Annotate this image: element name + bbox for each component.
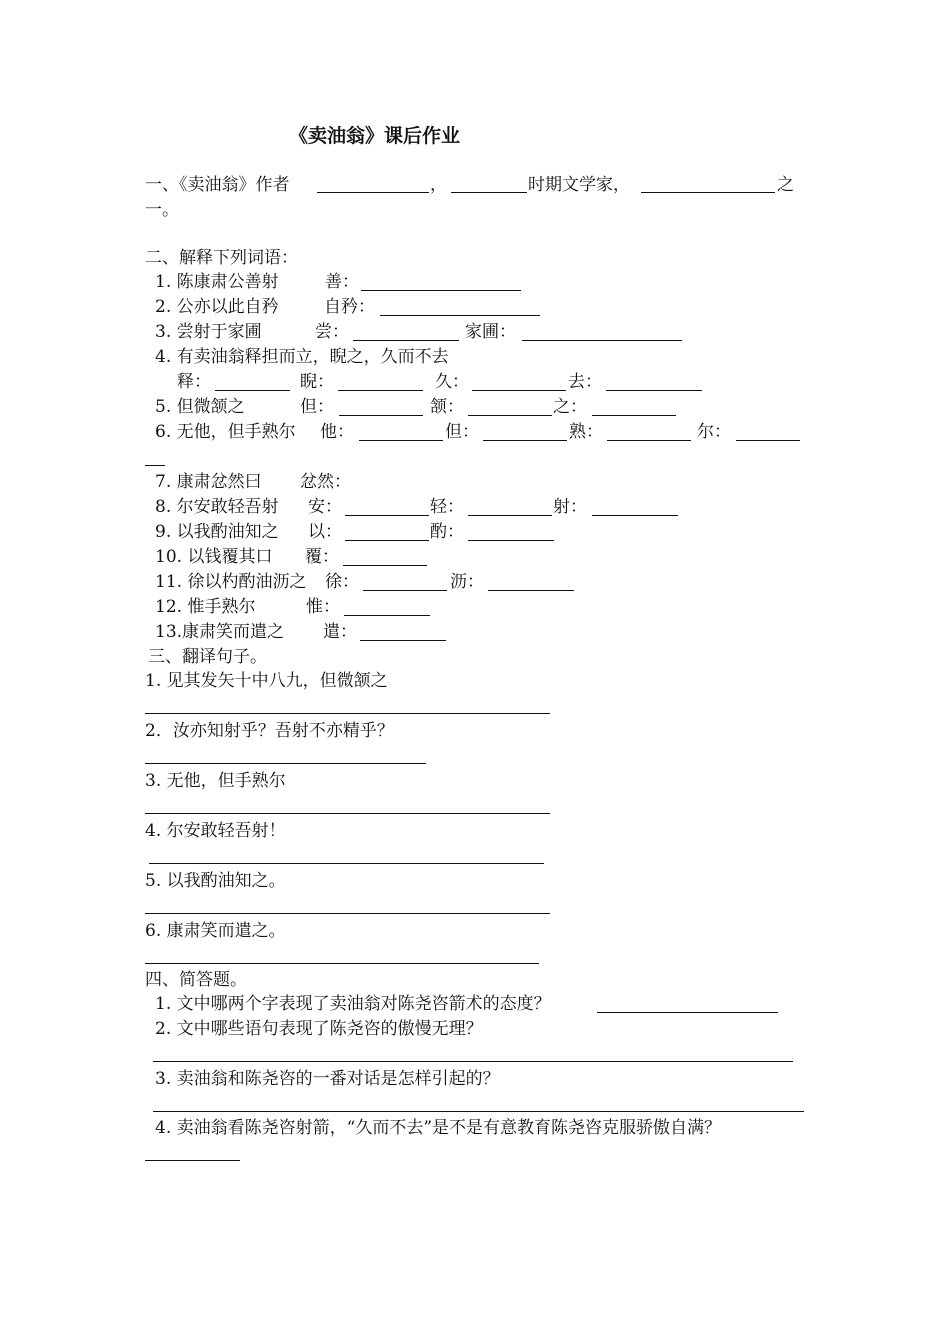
field-label: 遣： <box>323 622 357 642</box>
word-phrase: 10. 以钱覆其口 <box>155 547 273 567</box>
author-blank[interactable] <box>317 192 429 193</box>
answer-blank[interactable] <box>592 515 678 516</box>
field-label: 久： <box>435 372 469 392</box>
word-phrase: 13.康肃笑而遣之 <box>155 622 285 642</box>
word-phrase: 11. 徐以杓酌油沥之 <box>155 572 307 592</box>
answer-blank[interactable] <box>483 440 567 441</box>
period-blank[interactable] <box>451 192 527 193</box>
field-label: 忿然： <box>300 472 351 492</box>
word-phrase: 9. 以我酌油知之 <box>155 522 279 542</box>
answer-blank[interactable] <box>360 640 446 641</box>
section-2-heading: 二、解释下列词语： <box>145 248 298 268</box>
page-title: 《卖油翁》课后作业 <box>289 125 461 147</box>
field-label: 尝： <box>315 322 349 342</box>
translation-blank[interactable] <box>149 863 544 864</box>
field-label: 尔： <box>697 422 731 442</box>
answer-blank[interactable] <box>359 440 443 441</box>
answer-blank[interactable] <box>606 390 702 391</box>
answer-blank[interactable] <box>153 1061 793 1062</box>
answer-blank-continued[interactable] <box>145 465 165 466</box>
answer-blank[interactable] <box>468 540 554 541</box>
field-label: 释： <box>177 372 211 392</box>
answer-blank[interactable] <box>363 590 447 591</box>
field-label: 惟： <box>306 597 340 617</box>
short-answer-question: 4. 卖油翁看陈尧咨射箭，“久而不去”是不是有意教育陈尧咨克服骄傲自满？ <box>155 1118 722 1138</box>
translate-question: 4. 尔安敢轻吾射！ <box>145 821 286 841</box>
translate-question: 1. 见其发矢十中八九，但微颔之 <box>145 671 388 691</box>
section-4-heading: 四、简答题。 <box>145 970 247 990</box>
word-phrase: 12. 惟手熟尔 <box>155 597 256 617</box>
answer-blank[interactable] <box>338 390 423 391</box>
translation-blank[interactable] <box>145 713 550 714</box>
answer-blank[interactable] <box>215 390 290 391</box>
translate-question: 6. 康肃笑而遣之。 <box>145 921 286 941</box>
translate-question: 3. 无他，但手熟尔 <box>145 771 286 791</box>
field-label: 他： <box>320 422 354 442</box>
answer-blank[interactable] <box>343 565 427 566</box>
s1-text-b: ， <box>430 175 447 195</box>
s1-text-e: 一。 <box>145 200 179 220</box>
answer-blank[interactable] <box>468 415 552 416</box>
answer-blank[interactable] <box>339 415 423 416</box>
s1-text-d: 之 <box>777 175 794 195</box>
field-label: 射： <box>553 497 587 517</box>
field-label: 善： <box>325 272 359 292</box>
answer-blank[interactable] <box>736 440 800 441</box>
short-answer-question: 1. 文中哪两个字表现了卖油翁对陈尧咨箭术的态度？ <box>155 994 551 1014</box>
word-phrase: 1. 陈康肃公善射 <box>155 272 279 292</box>
answer-blank[interactable] <box>145 1160 240 1161</box>
field-label: 颔： <box>430 397 464 417</box>
answer-blank[interactable] <box>607 440 691 441</box>
answer-blank[interactable] <box>597 1012 778 1013</box>
translation-blank[interactable] <box>145 963 539 964</box>
field-label: 之： <box>553 397 587 417</box>
group-blank[interactable] <box>641 192 775 193</box>
field-label: 安： <box>308 497 342 517</box>
translation-blank[interactable] <box>145 813 550 814</box>
short-answer-question: 2. 文中哪些语句表现了陈尧咨的傲慢无理？ <box>155 1019 483 1039</box>
answer-blank[interactable] <box>488 590 574 591</box>
answer-blank[interactable] <box>345 515 429 516</box>
word-phrase: 6. 无他，但手熟尔 <box>155 422 296 442</box>
field-label: 去： <box>568 372 602 392</box>
word-phrase: 8. 尔安敢轻吾射 <box>155 497 279 517</box>
section-3-heading: 三、翻译句子。 <box>148 647 267 667</box>
word-phrase: 2. 公亦以此自矜 <box>155 297 279 317</box>
s1-text-c: 时期文学家， <box>528 175 630 195</box>
answer-blank[interactable] <box>522 340 682 341</box>
translate-question: 2．汝亦知射乎？吾射不亦精乎？ <box>145 721 394 741</box>
field-label: 自矜： <box>324 297 375 317</box>
field-label: 徐： <box>325 572 359 592</box>
translation-blank[interactable] <box>145 763 426 764</box>
answer-blank[interactable] <box>353 340 459 341</box>
field-label: 酌： <box>430 522 464 542</box>
translation-blank[interactable] <box>145 913 550 914</box>
s1-text-a: 一、《卖油翁》作者 <box>145 175 290 195</box>
word-phrase: 5. 但微颔之 <box>155 397 245 417</box>
field-label: 轻： <box>430 497 464 517</box>
field-label: 睨： <box>300 372 334 392</box>
word-phrase: 4. 有卖油翁释担而立，睨之，久而不去 <box>155 347 449 367</box>
field-label: 覆： <box>305 547 339 567</box>
answer-blank[interactable] <box>344 615 430 616</box>
word-phrase: 7. 康肃忿然曰 <box>155 472 262 492</box>
field-label: 家圃： <box>465 322 516 342</box>
answer-blank[interactable] <box>345 540 429 541</box>
answer-blank[interactable] <box>361 290 521 291</box>
field-label: 沥： <box>450 572 484 592</box>
translate-question: 5. 以我酌油知之。 <box>145 871 286 891</box>
field-label: 熟： <box>569 422 603 442</box>
answer-blank[interactable] <box>472 390 566 391</box>
answer-blank[interactable] <box>380 315 540 316</box>
field-label: 但： <box>445 422 479 442</box>
answer-blank[interactable] <box>468 515 552 516</box>
answer-blank[interactable] <box>592 415 676 416</box>
field-label: 但： <box>300 397 334 417</box>
field-label: 以： <box>308 522 342 542</box>
answer-blank[interactable] <box>153 1111 804 1112</box>
word-phrase: 3. 尝射于家圃 <box>155 322 262 342</box>
short-answer-question: 3. 卖油翁和陈尧咨的一番对话是怎样引起的？ <box>155 1069 500 1089</box>
